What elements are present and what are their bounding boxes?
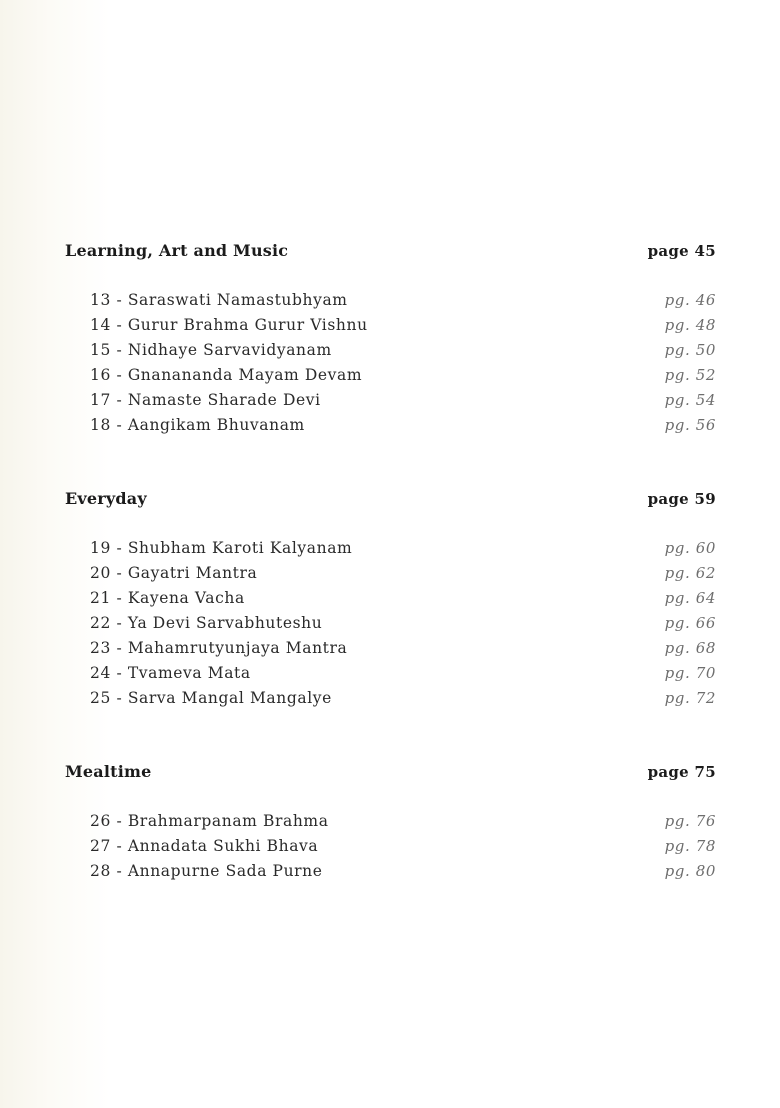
entry-title: 19 - Shubham Karoti Kalyanam [90, 539, 353, 557]
toc-entry [65, 859, 716, 884]
entry-page-number: pg. 60 [664, 539, 716, 557]
entry-title: 28 - Annapurne Sada Purne [90, 862, 323, 880]
toc-entry [65, 611, 716, 636]
entry-title: 20 - Gayatri Mantra [90, 564, 258, 582]
entry-title: 23 - Mahamrutyunjaya Mantra [90, 639, 348, 657]
table-of-contents [65, 236, 716, 884]
toc-entry [65, 561, 716, 586]
entry-title: 21 - Kayena Vacha [90, 589, 245, 607]
entry-page-number: pg. 80 [664, 862, 716, 880]
toc-entry [65, 809, 716, 834]
entry-title: 18 - Aangikam Bhuvanam [90, 416, 305, 434]
section-title: Learning, Art and Music [65, 241, 289, 260]
entry-title: 24 - Tvameva Mata [90, 664, 251, 682]
toc-entry [65, 413, 716, 438]
entry-page-number: pg. 78 [664, 837, 716, 855]
entry-page-number: pg. 56 [664, 416, 716, 434]
section-header [65, 236, 716, 266]
toc-entry [65, 313, 716, 338]
section-page-number: page 45 [647, 242, 716, 260]
section-header [65, 484, 716, 514]
entry-page-number: pg. 62 [664, 564, 716, 582]
toc-section-mealtime [65, 757, 716, 884]
entry-page-number: pg. 68 [664, 639, 716, 657]
toc-entry [65, 288, 716, 313]
entry-page-number: pg. 66 [664, 614, 716, 632]
toc-entry [65, 388, 716, 413]
toc-entry [65, 363, 716, 388]
toc-entry [65, 661, 716, 686]
toc-section-learning-art-music [65, 236, 716, 438]
entry-title: 15 - Nidhaye Sarvavidyanam [90, 341, 332, 359]
toc-entry [65, 586, 716, 611]
toc-entry [65, 536, 716, 561]
entry-page-number: pg. 48 [664, 316, 716, 334]
entry-title: 26 - Brahmarpanam Brahma [90, 812, 329, 830]
toc-entry [65, 338, 716, 363]
section-entries [65, 288, 716, 438]
entry-page-number: pg. 54 [664, 391, 716, 409]
entry-page-number: pg. 46 [664, 291, 716, 309]
entry-title: 27 - Annadata Sukhi Bhava [90, 837, 319, 855]
section-page-number: page 59 [647, 490, 716, 508]
entry-title: 22 - Ya Devi Sarvabhuteshu [90, 614, 323, 632]
entry-title: 16 - Gnanananda Mayam Devam [90, 366, 363, 384]
section-title: Mealtime [65, 762, 152, 781]
section-title: Everyday [65, 489, 147, 508]
entry-page-number: pg. 70 [664, 664, 716, 682]
entry-title: 25 - Sarva Mangal Mangalye [90, 689, 332, 707]
entry-page-number: pg. 64 [664, 589, 716, 607]
section-page-number: page 75 [647, 763, 716, 781]
entry-page-number: pg. 52 [664, 366, 716, 384]
entry-page-number: pg. 76 [664, 812, 716, 830]
entry-title: 13 - Saraswati Namastubhyam [90, 291, 348, 309]
toc-section-everyday [65, 484, 716, 711]
entry-title: 14 - Gurur Brahma Gurur Vishnu [90, 316, 368, 334]
toc-entry [65, 834, 716, 859]
section-entries [65, 809, 716, 884]
toc-entry [65, 686, 716, 711]
toc-entry [65, 636, 716, 661]
entry-page-number: pg. 72 [664, 689, 716, 707]
entry-page-number: pg. 50 [664, 341, 716, 359]
entry-title: 17 - Namaste Sharade Devi [90, 391, 321, 409]
section-header [65, 757, 716, 787]
section-entries [65, 536, 716, 711]
